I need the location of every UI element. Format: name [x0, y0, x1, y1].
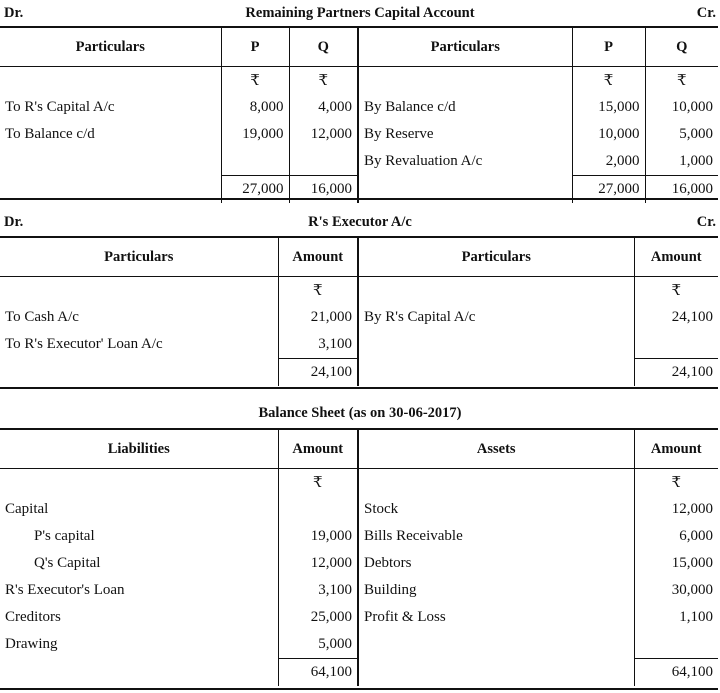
executor-account-caption	[0, 212, 720, 234]
amount-cell: 12,000	[634, 496, 718, 523]
liability-cell: R's Executor's Loan	[5, 582, 125, 598]
particulars-cell: By Revaluation A/c	[358, 148, 572, 176]
particulars-cell: By Balance c/d	[358, 94, 572, 121]
amount-cell: 1,100	[634, 604, 718, 631]
amount-cell: 5,000	[278, 631, 358, 659]
table-row	[0, 604, 718, 631]
col-header-amount: Amount	[634, 430, 718, 469]
amount-cell: 1,000	[645, 148, 718, 176]
total-row	[0, 359, 718, 387]
col-header-p: P	[221, 28, 289, 67]
particulars-cell: To Cash A/c	[5, 309, 79, 325]
table-row	[0, 94, 718, 121]
col-header-q: Q	[289, 28, 358, 67]
currency-symbol: ₹	[289, 67, 358, 95]
executor-account-title: R's Executor A/c	[308, 214, 412, 230]
total-cell: 27,000	[221, 176, 289, 204]
amount-cell: 30,000	[634, 577, 718, 604]
amount-cell	[278, 496, 358, 523]
bottom-rule	[0, 688, 718, 690]
amount-cell	[221, 148, 289, 176]
balance-sheet-caption	[0, 403, 720, 425]
amount-cell: 3,100	[278, 331, 358, 359]
amount-cell: 15,000	[572, 94, 645, 121]
currency-symbol: ₹	[634, 277, 718, 305]
total-cell: 27,000	[572, 176, 645, 204]
amount-cell: 2,000	[572, 148, 645, 176]
particulars-cell: To Balance c/d	[5, 126, 95, 142]
total-cell: 64,100	[634, 659, 718, 687]
asset-cell: Stock	[358, 496, 634, 523]
currency-row	[0, 67, 718, 95]
table-row	[0, 577, 718, 604]
col-header-amount: Amount	[278, 238, 358, 277]
currency-symbol: ₹	[278, 469, 358, 497]
particulars-cell: By R's Capital A/c	[358, 304, 634, 331]
amount-cell: 24,100	[634, 304, 718, 331]
currency-symbol: ₹	[634, 469, 718, 497]
amount-cell: 12,000	[278, 550, 358, 577]
particulars-cell: To R's Capital A/c	[5, 99, 115, 115]
liability-cell: Q's Capital	[34, 555, 101, 571]
amount-cell: 19,000	[221, 121, 289, 148]
executor-account-table	[0, 238, 718, 386]
header-row	[0, 238, 718, 277]
liability-cell: Capital	[5, 501, 49, 517]
liability-cell: P's capital	[34, 528, 95, 544]
amount-cell: 8,000	[221, 94, 289, 121]
col-header-particulars: Particulars	[358, 28, 572, 67]
liability-cell: Drawing	[5, 636, 58, 653]
capital-account-caption	[0, 3, 720, 25]
particulars-cell	[358, 331, 634, 359]
total-cell: 16,000	[289, 176, 358, 204]
col-header-amount: Amount	[634, 238, 718, 277]
amount-cell: 5,000	[645, 121, 718, 148]
capital-account-title: Remaining Partners Capital Account	[245, 5, 475, 21]
amount-cell	[634, 331, 718, 359]
currency-symbol: ₹	[221, 67, 289, 95]
amount-cell: 4,000	[289, 94, 358, 121]
table-row	[0, 121, 718, 148]
amount-cell: 3,100	[278, 577, 358, 604]
table-row	[0, 496, 718, 523]
total-cell: 16,000	[645, 176, 718, 204]
currency-row	[0, 277, 718, 305]
liability-cell: Creditors	[5, 609, 61, 625]
currency-row	[0, 469, 718, 497]
asset-cell: Debtors	[358, 550, 634, 577]
amount-cell	[289, 148, 358, 176]
col-header-particulars: Particulars	[0, 28, 221, 67]
particulars-cell: By Reserve	[358, 121, 572, 148]
balance-sheet-title: Balance Sheet (as on 30-06-2017)	[258, 405, 462, 421]
debit-label: Dr.	[4, 214, 24, 230]
amount-cell	[634, 631, 718, 659]
header-row	[0, 28, 718, 67]
particulars-cell: To R's Executor' Loan A/c	[5, 336, 163, 353]
asset-cell: Building	[358, 577, 634, 604]
asset-cell	[358, 631, 634, 659]
total-row	[0, 659, 718, 687]
total-cell: 64,100	[278, 659, 358, 687]
header-row	[0, 430, 718, 469]
particulars-cell	[0, 148, 221, 176]
table-row	[0, 631, 718, 659]
col-header-amount: Amount	[278, 430, 358, 469]
table-row	[0, 304, 718, 331]
col-header-particulars: Particulars	[0, 238, 278, 277]
amount-cell: 15,000	[634, 550, 718, 577]
balance-sheet-table	[0, 430, 718, 686]
amount-cell: 12,000	[289, 121, 358, 148]
table-row	[0, 523, 718, 550]
credit-label: Cr.	[696, 214, 716, 230]
capital-account-table	[0, 28, 718, 203]
amount-cell: 6,000	[634, 523, 718, 550]
col-header-q: Q	[645, 28, 718, 67]
amount-cell: 10,000	[645, 94, 718, 121]
col-header-particulars: Particulars	[358, 238, 634, 277]
currency-symbol: ₹	[278, 277, 358, 305]
asset-cell: Bills Receivable	[358, 523, 634, 550]
currency-symbol: ₹	[572, 67, 645, 95]
total-cell: 24,100	[278, 359, 358, 387]
section-rule	[0, 198, 718, 200]
amount-cell: 10,000	[572, 121, 645, 148]
amount-cell: 25,000	[278, 604, 358, 631]
amount-cell: 21,000	[278, 304, 358, 331]
currency-symbol: ₹	[645, 67, 718, 95]
debit-label: Dr.	[4, 5, 24, 21]
col-header-liabilities: Liabilities	[0, 430, 278, 469]
col-header-assets: Assets	[358, 430, 634, 469]
col-header-p: P	[572, 28, 645, 67]
table-row	[0, 550, 718, 577]
table-row	[0, 331, 718, 359]
section-rule	[0, 387, 718, 389]
asset-cell: Profit & Loss	[358, 604, 634, 631]
total-cell: 24,100	[634, 359, 718, 387]
table-row	[0, 148, 718, 176]
credit-label: Cr.	[696, 5, 716, 21]
amount-cell: 19,000	[278, 523, 358, 550]
